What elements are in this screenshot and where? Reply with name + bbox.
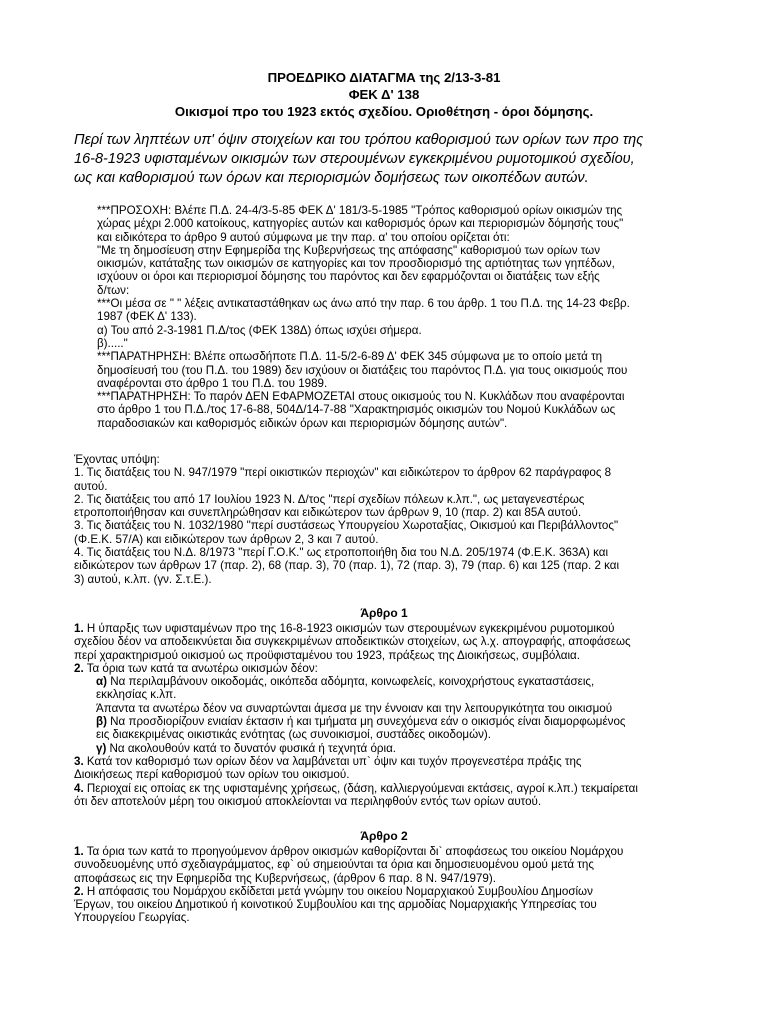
note-line: οικισμών, κατάταξης των οικισμών σε κατηγορίες και τον προσδιορισμό της αρτιότητας των γηπέδων,: [97, 257, 615, 271]
preamble-line: 4. Τις διατάξεις του Ν.Δ. 8/1973 "περί Γ.Ο.Κ." ως ετροποποιήθη δια του Ν.Δ. 205/1974 (Φ.Ε.Κ. 363Α) και: [74, 546, 609, 560]
paragraph-number: 2.: [74, 884, 84, 898]
note-line: αναφέρονται στο άρθρο 1 του Π.Δ. του 1989.: [97, 376, 328, 390]
paragraph-number: 1.: [74, 845, 84, 858]
note-line: χώρας μέχρι 2.000 κατοίκους, κατηγορίες αυτών και καθορισμός όρων και περιορισμών δόμησής τους": [97, 217, 624, 231]
paragraph-number: 2.: [74, 661, 84, 675]
paragraph-text: Κατά τον καθορισμό των ορίων δέον να λαμβάνεται υπ` όψιν και τυχόν προγενεστέρα πράξις της: [86, 754, 582, 768]
paragraph-text: Τα όρια των κατά το προηγούμενον άρθρον οικισμών καθορίζονται δι` αποφάσεως του οικείου Νομάρχου: [86, 845, 624, 858]
note-line: ***ΠΑΡΑΤΗΡΗΣΗ: Βλέπε οπωσδήποτε Π.Δ. 11-5/2-6-89 Δ' ΦΕΚ 345 σύμφωνα με το οποίο μετά τη: [97, 350, 603, 364]
note-line: ***ΠΑΡΑΤΗΡΗΣΗ: Το παρόν ΔΕΝ ΕΦΑΡΜΟΖΕΤΑΙ στους οικισμούς του Ν. Κυκλάδων που αναφέρονται: [97, 390, 625, 404]
item-label: β): [96, 715, 107, 729]
paragraph-text: Τα όρια των κατά τα ανωτέρω οικισμών δέον:: [86, 661, 318, 675]
decree-description: [74, 131, 694, 188]
article-2-body: [74, 845, 699, 925]
article-2-heading: Άρθρο 2: [360, 829, 408, 843]
description-line: 16-8-1923 υφισταμένων οικισμών των στερουμένων εγκεκριμένου ρυμοτομικού σχεδίου,: [74, 151, 635, 167]
preamble-line: αυτού.: [74, 479, 108, 493]
item-text: Να ακολουθούν κατά το δυνατόν φυσικά ή τεχνητά όρια.: [109, 741, 397, 755]
preamble-line: ειδικώτερον των άρθρων 17 (παρ. 2), 68 (παρ. 3), 70 (παρ. 1), 72 (παρ. 3), 79 (παρ. 6) και 125 (παρ. 2 και: [74, 559, 620, 573]
item-text: Να προσδιορίζουν ενιαίαν έκτασιν ή και τμήματα μη συνεχόμενα εάν ο οικισμός είναι διαμορφωμένος: [110, 715, 626, 729]
paragraph-line: συνοδευομένης υπό σχεδιαγράμματος, εφ` ού σημειούνται τα όρια και δημοσιευομένου ομού μετά της: [74, 858, 594, 872]
decree-subject: Οικισμοί προ του 1923 εκτός σχεδίου. Οριοθέτηση - όροι δόμησης.: [174, 104, 594, 119]
note-line: β).....": [97, 336, 128, 350]
decree-title: ΠΡΟΕΔΡΙΚΟ ΔΙΑΤΑΓΜΑ της 2/13-3-81: [267, 70, 501, 85]
note-line: α) Του από 2-3-1981 Π.Δ/τος (ΦΕΚ 138Δ) όπως ισχύει σήμερα.: [97, 323, 422, 337]
article-1-paragraph-3: [74, 755, 699, 768]
paragraph-line: ότι δεν αποτελούν μέρη του οικισμού αποκλείονται να περιληφθούν εντός των ορίων αυτού.: [74, 794, 542, 808]
article-1-heading: Άρθρο 1: [360, 606, 408, 620]
paragraph-line: Υπουργείου Γεωργίας.: [74, 911, 190, 925]
note-line: "Με τη δημοσίευση στην Εφημερίδα της Κυβερνήσεως της απόφασης" καθορισμού των ορίων των: [97, 243, 601, 257]
preamble: [74, 453, 699, 586]
item-line: εκκλησίας κ.λπ.: [96, 688, 177, 702]
note-line: και ειδικότερα το άρθρο 9 αυτού σύμφωνα με την παρ. α' του οποίου ορίζεται ότι:: [97, 230, 510, 244]
item-b: [74, 715, 699, 728]
paragraph-line: αποφάσεως εις την Εφημερίδα της Κυβερνήσεως, (άρθρον 6 παρ. 8 Ν. 947/1979).: [74, 871, 496, 885]
article-1-paragraph-2: [74, 662, 699, 675]
note-line: παραδοσιακών και καθορισμός ειδικών όρων και περιορισμών δόμησης αυτών".: [97, 416, 508, 430]
paragraph-line: περί χαρακτηρισμού οικισμού ως προϋφισταμένου του 1923, πράξεως της Διοικήσεως, συμβόλαια.: [74, 648, 580, 662]
article-1-body: [74, 622, 699, 808]
preamble-line: 1. Τις διατάξεις του Ν. 947/1979 "περί οικιστικών περιοχών" και ειδικώτερον το άρθρον 62 παράγραφος 8: [74, 466, 612, 480]
preamble-line: ετροποποιήθησαν και συνεπληρώθησαν και ειδικώτερον των άρθρων 9, 10 (παρ. 2) και 85Α αυτού.: [74, 506, 582, 520]
note-line: δημοσίευσή του (του Π.Δ. του 1989) δεν ισχύουν οι διατάξεις του παρόντος Π.Δ. για τους οικισμούς που: [97, 363, 628, 377]
item-label: α): [96, 675, 107, 689]
note-line: δ/των:: [97, 283, 130, 297]
item-line: εις διακεκριμένας οικιστικάς ενότητας (ως συνοικισμοί, συστάδες οικοδομών).: [96, 728, 492, 742]
item-g: [74, 742, 699, 755]
note-line: ***ΠΡΟΣΟΧΗ: Βλέπε Π.Δ. 24-4/3-5-85 ΦΕΚ Δ' 181/3-5-1985 "Τρόπος καθορισμού ορίων οικισμών της: [97, 204, 623, 217]
note-line: στο άρθρο 1 του Π.Δ./τος 17-6-88, 504Δ/14-7-88 "Χαρακτηρισμός οικισμών του Νομού Κυκλάδων ως: [97, 403, 616, 417]
gazette-reference: ΦΕΚ Δ' 138: [348, 87, 420, 102]
editorial-notes: [97, 204, 697, 430]
preamble-line: 2. Τις διατάξεις του από 17 Ιουλίου 1923 Ν. Δ/τος "περί σχεδίων πόλεων κ.λπ.", ως μεταγενεστέρως: [74, 492, 585, 506]
paragraph-line: Έργων, του οικείου Δημοτικού ή κοινοτικού Συμβουλίου και της αρμοδίας Νομαρχιακής Υπηρεσίας του: [74, 898, 597, 912]
description-line: ως και καθορισμού των όρων και περιορισμών δομήσεως των οικοπέδων αυτών.: [74, 170, 589, 186]
item-line: Άπαντα τα ανωτέρω δέον να συναρτώνται άμεσα με την έννοιαν και την λειτουργικότητα του οικισμού: [96, 701, 613, 715]
preamble-line: Έχοντας υπόψη:: [74, 453, 160, 466]
description-line: Περί των ληπτέων υπ' όψιν στοιχείων και του τρόπου καθορισμού των ορίων των προ της: [74, 132, 644, 148]
paragraph-line: σχεδίου δέον να αποδεικνύεται δια συγκεκριμένων αποδεικτικών στοιχείων, ως λ.χ. απογραφής, αποφάσεως: [74, 635, 631, 649]
article-2-paragraph-2: [74, 885, 699, 898]
article-1-paragraph-4: [74, 782, 699, 795]
preamble-line: 3. Τις διατάξεις του Ν. 1032/1980 "περί συστάσεως Υπουργείου Χωροταξίας, Οικισμού και Περιβάλλοντος": [74, 519, 619, 533]
paragraph-text: Η ύπαρξις των υφισταμένων προ της 16-8-1923 οικισμών των στερουμένων εγκεκριμένου ρυμοτομικού: [86, 622, 615, 635]
note-line: 1987 (ΦΕΚ Δ' 133).: [97, 310, 197, 324]
article-1-paragraph-1: [74, 622, 699, 635]
item-a: [74, 675, 699, 688]
paragraph-number: 1.: [74, 622, 84, 635]
article-2-paragraph-1: [74, 845, 699, 858]
item-label: γ): [96, 741, 107, 755]
item-text: Να περιλαμβάνουν οικοδομάς, οικόπεδα αδόμητα, κοινωφελείς, κοινοχρήστους εγκαταστάσεις,: [110, 675, 595, 689]
paragraph-line: Διοικήσεως περί καθορισμού των ορίων του οικισμού.: [74, 768, 350, 782]
paragraph-number: 3.: [74, 754, 84, 768]
paragraph-number: 4.: [74, 781, 84, 795]
preamble-line: 3) αυτού, κ.λπ. (γν. Σ.τ.Ε.).: [74, 572, 212, 586]
preamble-line: (Φ.Ε.Κ. 57/Α) και ειδικώτερον των άρθρων 2, 3 και 7 αυτού.: [74, 532, 379, 546]
note-line: ***Οι μέσα σε " " λέξεις αντικαταστάθηκαν ως άνω από την παρ. 6 του άρθρ. 1 του Π.Δ. της 14-23 Φεβρ.: [97, 297, 630, 311]
note-line: ισχύουν οι όροι και περιορισμοί δόμησης του παρόντος και δεν εφαρμόζονται οι διατάξεις των εξής: [97, 270, 600, 284]
paragraph-text: Περιοχαί εις οποίας εκ της υφισταμένης χρήσεως, (δάση, καλλιεργούμεναι εκτάσεις, αγροί κ.λπ.) τεκμαίρεται: [86, 781, 638, 795]
paragraph-text: Η απόφασις του Νομάρχου εκδίδεται μετά γνώμην του οικείου Νομαρχιακού Συμβουλίου Δημοσίων: [86, 884, 593, 898]
